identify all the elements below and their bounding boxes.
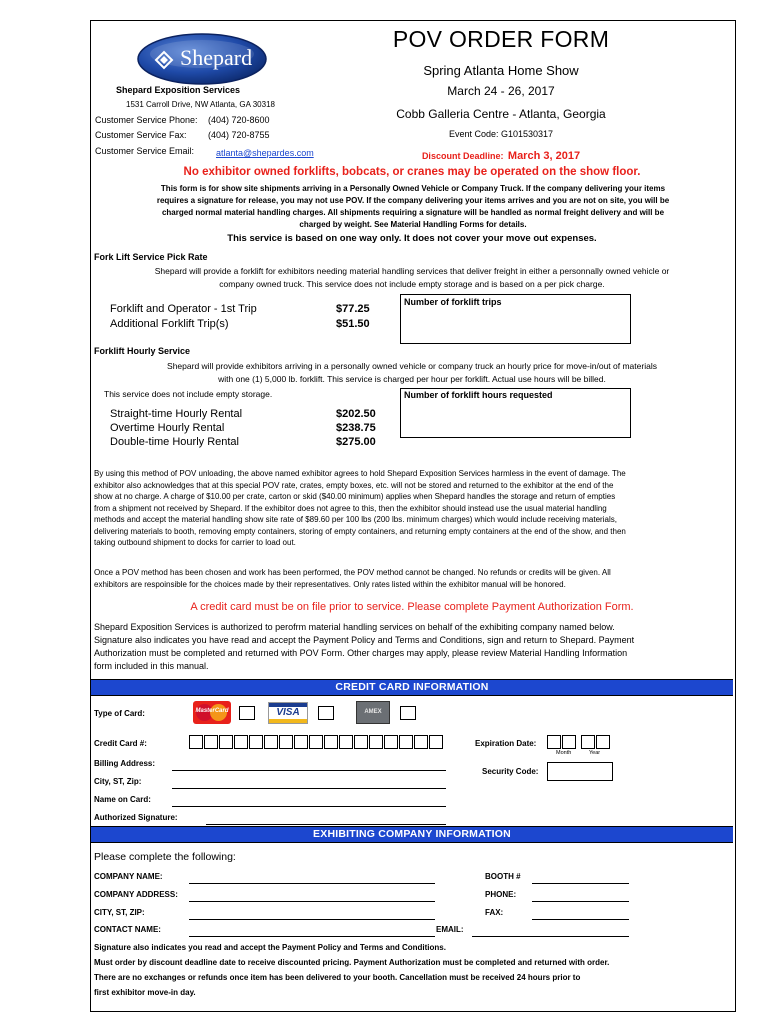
terms-paragraph-1 [94, 468, 734, 549]
city-label: City, ST, Zip: [94, 777, 142, 786]
visa-icon [268, 702, 308, 724]
payment-line: form included in this manual. [94, 661, 209, 671]
forklift-hours-label: Number of forklift hours requested [404, 390, 553, 400]
expiration-input[interactable] [547, 735, 611, 749]
fax-value: (404) 720-8755 [208, 130, 270, 140]
amex-text: AMEX [364, 709, 382, 715]
exhibitor-email-label: EMAIL: [436, 925, 464, 934]
contact-name-label: CONTACT NAME: [94, 925, 161, 934]
visa-text: VISA [276, 707, 300, 718]
booth-label: BOOTH # [485, 872, 521, 881]
terms-line: delivering materials to booth, removing empty containers, storing of empty containers, and returning empty containers at the end of the show, and then [94, 526, 626, 536]
phone-value: (404) 720-8600 [208, 115, 270, 125]
payment-line: Authorization must be completed and returned with POV Form. Other charges may apply, please review Material Handling Information [94, 648, 628, 658]
payment-line: Signature also indicates you have read and accept the Payment Policy and Terms and Conditions, sign and return to Shepard. Payment [94, 635, 635, 645]
payment-headline: A credit card must be on file prior to service. Please complete Payment Authorization Form. [190, 601, 634, 613]
footer-line: Must order by discount deadline date to receive discounted pricing. Payment Authorization must be completed and returned with order. [94, 958, 610, 967]
company-address: 1531 Carroll Drive, NW Atlanta, GA 30318 [126, 100, 275, 109]
email-label: Customer Service Email: [95, 146, 195, 156]
terms-line: show at no charge. A charge of $10.00 per crate, carton or skid ($40.00 minimum) applies when Shepard handles the storage and return of empties [94, 492, 616, 501]
pickrate-heading: Fork Lift Service Pick Rate [94, 252, 208, 262]
logo-text: Shepard [180, 45, 253, 70]
hourly-item-price: $275.00 [336, 436, 376, 448]
exhibitor-fax-label: FAX: [485, 908, 504, 917]
fax-label: Customer Service Fax: [95, 130, 187, 140]
security-code-label: Security Code: [482, 767, 539, 776]
title-text: POV ORDER FORM [392, 26, 610, 52]
year-label: Year [589, 750, 601, 756]
credit-card-bar: CREDIT CARD INFORMATION [91, 679, 733, 696]
phone-label: Customer Service Phone: [95, 115, 198, 125]
expiration-label: Expiration Date: [475, 739, 537, 748]
notice-line: requires a signature for release, you may not use POV. If the company delivering your items arrives and you are not on site, you will be [156, 196, 670, 205]
forklift-hours-input[interactable] [400, 388, 631, 438]
terms-line: By using this method of POV unloading, the above named exhibitor agrees to hold Shepard Exposition Services harmless in the event of damage. The [94, 469, 626, 478]
desc-line: company owned truck. This service does not include empty storage and is based on a per pick charge. [219, 278, 605, 289]
signature-input[interactable] [206, 824, 446, 825]
card-number-input[interactable] [189, 735, 444, 749]
terms-line: taking outbound shipment to docks for carrier to load out. [94, 538, 296, 547]
company-name: Shepard Exposition Services [116, 85, 241, 95]
city-input[interactable] [172, 788, 446, 789]
discount-deadline [372, 146, 630, 164]
terms-line: Once a POV method has been chosen and work has been performed, the POV method cannot be changed. No refunds or credits will be given. All [94, 568, 611, 577]
deadline-date: March 3, 2017 [507, 150, 581, 162]
notice-line: This form is for show site shipments arriving in a Personally Owned Vehicle or Company Truck. If the company delivering your items [160, 184, 666, 193]
exhibitor-email-input[interactable] [472, 936, 629, 937]
footer-line: first exhibitor move-in day. [94, 988, 196, 997]
hourly-item-price: $202.50 [336, 408, 376, 420]
footer-text [94, 940, 734, 1000]
shepard-logo [136, 32, 268, 86]
pickrate-item-label: Additional Forklift Trip(s) [110, 318, 229, 330]
company-address-input[interactable] [189, 901, 435, 902]
signature-label: Authorized Signature: [94, 813, 178, 822]
one-way-notice: This service is based on one way only. It does not cover your move out expenses. [227, 233, 597, 244]
company-address-label: COMPANY ADDRESS: [94, 890, 178, 899]
terms-paragraph-2 [94, 567, 734, 590]
event-code: Event Code: G101530317 [448, 129, 554, 139]
forklift-trips-input[interactable] [400, 294, 631, 344]
hourly-item-label: Straight-time Hourly Rental [110, 408, 243, 420]
desc-line: Shepard will provide a forklift for exhibitors needing material handling services that deliver freight in either a personnally owned vehicle or [154, 266, 670, 276]
pickrate-desc [90, 265, 734, 290]
payment-text [94, 621, 734, 673]
exhibitor-phone-label: PHONE: [485, 890, 517, 899]
footer-line: There are no exchanges or refunds once item has been delivered to your booth. Cancellation must be received 24 hours prior to [94, 973, 581, 982]
terms-line: from a shipment not received by Shepard. If the exhibitor does not agree to this, then the exhibitor should instead use the usual material handling [94, 503, 607, 513]
hourly-item-price: $238.75 [336, 422, 376, 434]
terms-line: methods and accept the material handling show site rate of $89.60 per 100 lbs (200 lbs. minimum charges) which would include receiving materials, [94, 515, 617, 524]
pickrate-item-label: Forklift and Operator - 1st Trip [110, 303, 257, 315]
mastercard-icon [193, 701, 231, 724]
page-title [384, 26, 618, 53]
show-dates: March 24 - 26, 2017 [447, 84, 555, 98]
name-on-card-input[interactable] [172, 806, 446, 807]
hourly-item-label: Overtime Hourly Rental [110, 422, 225, 434]
mastercard-text: MasterCard [195, 708, 229, 714]
pickrate-item-price: $51.50 [336, 318, 370, 330]
booth-input[interactable] [532, 883, 629, 884]
deadline-label: Discount Deadline: [421, 151, 504, 161]
notice-text [94, 183, 732, 231]
hourly-heading: Forklift Hourly Service [94, 346, 191, 356]
amex-icon [356, 701, 390, 724]
exhibitor-phone-input[interactable] [532, 901, 629, 902]
company-name-input[interactable] [189, 883, 435, 884]
hourly-item-label: Double-time Hourly Rental [110, 436, 239, 448]
terms-line: exhibitor also acknowledges that at this special POV rate, crates, empty boxes, etc. will not be stored and returned to the exhibitor at the end of the [94, 480, 614, 490]
billing-address-input[interactable] [172, 770, 446, 771]
venue: Cobb Galleria Centre - Atlanta, Georgia [396, 107, 606, 121]
name-on-card-label: Name on Card: [94, 795, 151, 804]
exhibiting-intro: Please complete the following: [94, 851, 236, 863]
notice-line: charged normal material handling charges. All shipments requiring a signature will be handled as normal freight delivery and will be [161, 208, 665, 217]
terms-line: exhibitors are respoinsible for the choices made by their representatives. Only rates listed within the exhibitor manual will be honored. [94, 579, 566, 589]
footer-line: Signature also indicates you read and accept the Payment Policy and Terms and Conditions. [94, 943, 446, 952]
visa-checkbox[interactable] [318, 706, 334, 720]
pickrate-item-price: $77.25 [336, 303, 370, 315]
billing-label: Billing Address: [94, 759, 156, 768]
exhibitor-city-input[interactable] [189, 919, 435, 920]
hourly-desc [90, 360, 734, 385]
company-name-label: COMPANY NAME: [94, 872, 163, 881]
month-label: Month [556, 750, 572, 756]
contact-name-input[interactable] [189, 936, 435, 937]
hourly-desc-3: This service does not include empty storage. [104, 389, 273, 399]
security-code-input[interactable] [547, 762, 613, 781]
notice-line: charged by weight. See Material Handling Forms for details. [299, 220, 527, 229]
email-link[interactable]: atlanta@shepardes.com [216, 148, 314, 158]
show-name: Spring Atlanta Home Show [423, 63, 579, 78]
payment-line: Shepard Exposition Services is authorized to perofrm material handling services on behalf of the exhibiting company named below. [94, 622, 615, 632]
amex-checkbox[interactable] [400, 706, 416, 720]
exhibiting-company-bar: EXHIBITING COMPANY INFORMATION [91, 826, 733, 843]
notice-headline: No exhibitor owned forklifts, bobcats, or cranes may be operated on the show floor. [183, 166, 641, 178]
desc-line: with one (1) 5,000 lb. forklift. This service is charged per hour per forklift. Actual use hours will be billed. [218, 373, 606, 384]
exhibitor-fax-input[interactable] [532, 919, 629, 920]
forklift-trips-label: Number of forklift trips [404, 297, 502, 307]
card-number-label: Credit Card #: [94, 739, 147, 748]
exhibitor-city-label: CITY, ST, ZIP: [94, 908, 145, 917]
desc-line: Shepard will provide exhibitors arriving in a personally owned vehicle or company truck an hourly price for move-in/out of materials [167, 361, 657, 371]
mastercard-checkbox[interactable] [239, 706, 255, 720]
card-type-label: Type of Card: [94, 709, 145, 718]
